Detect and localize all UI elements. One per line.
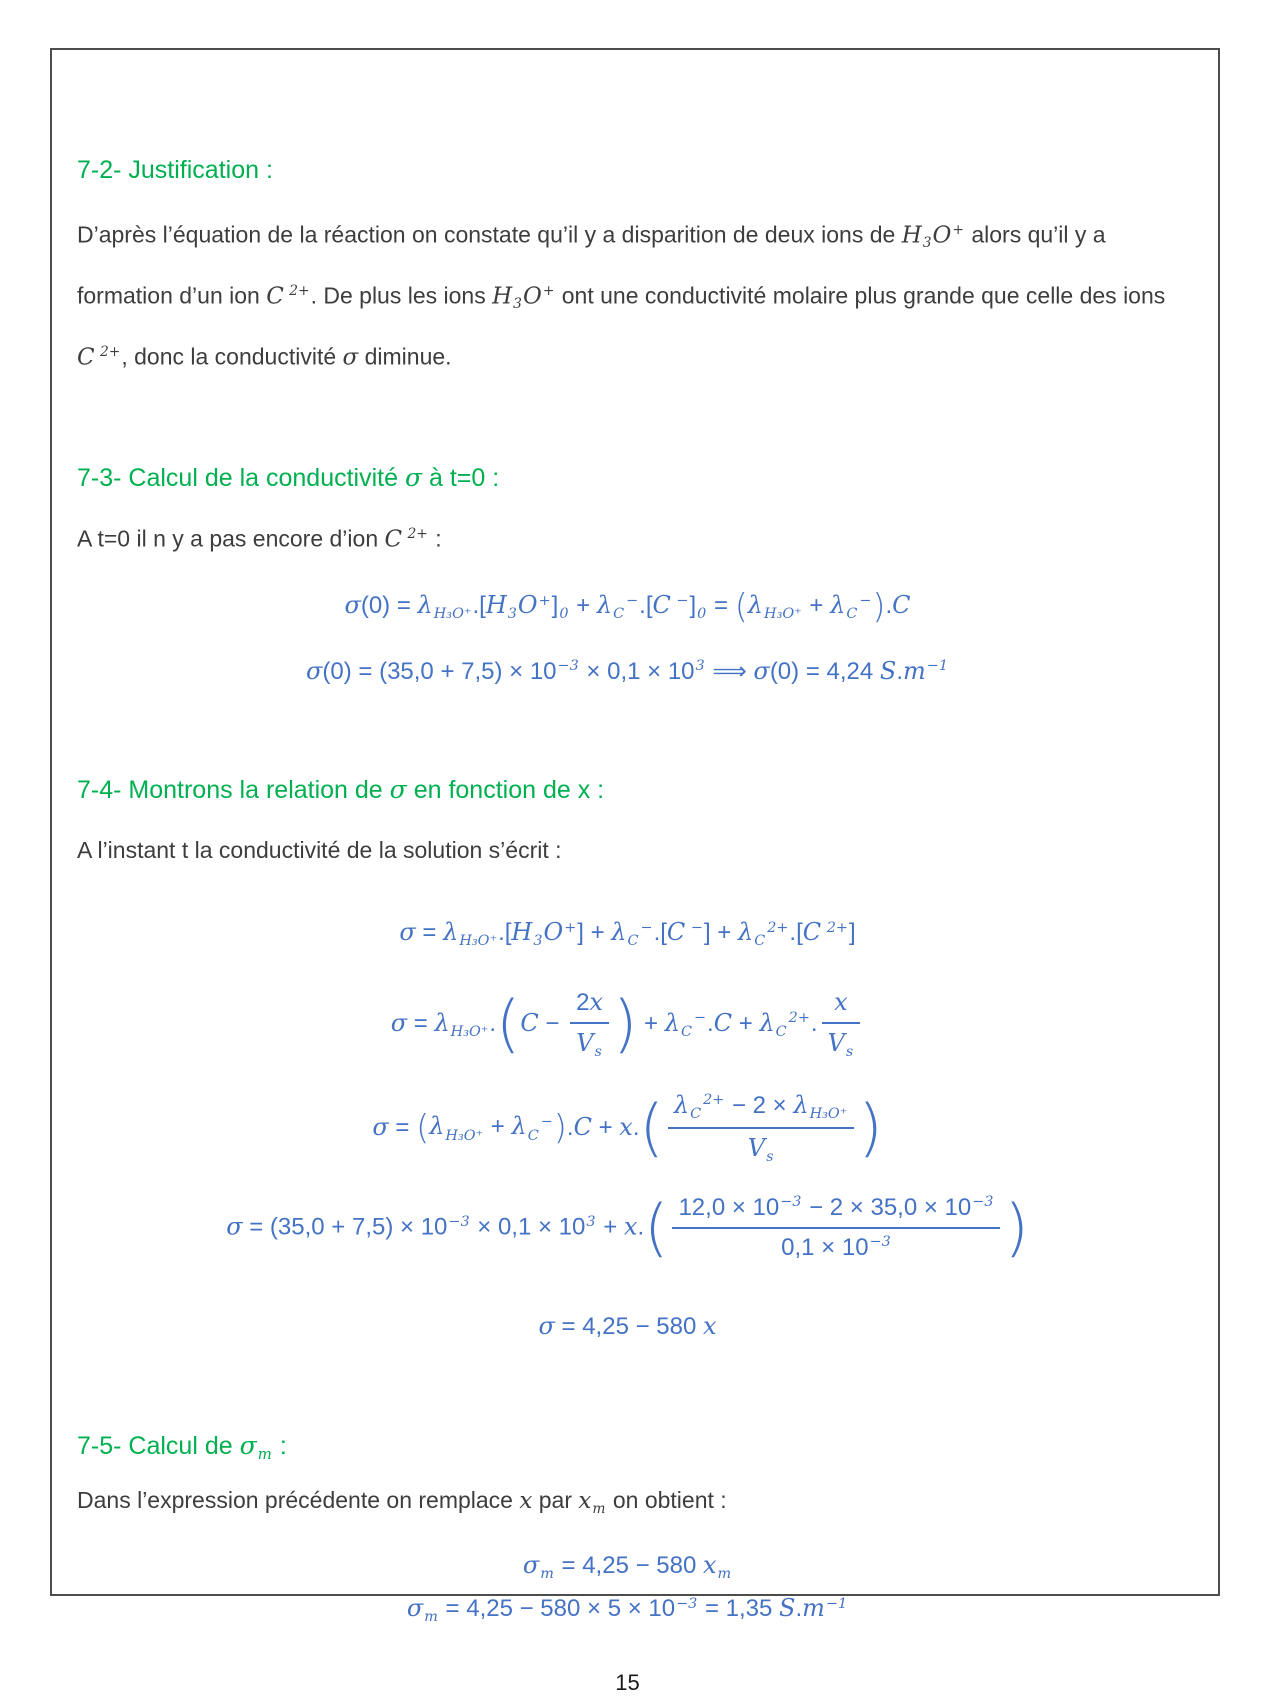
section-heading-7-2: 7-2- Justification : — [77, 156, 273, 184]
equation-sigma-sum-ions: $\sigma = \lambda_{H_3O^+}.[H_3O^+] + \lambda_C^-.[C$ $^-] + \lambda_C^{2+}.[C$ $^{2+}$] — [399, 918, 856, 950]
equation-sigma0-symbolic: $\sigma(0) = \lambda_{H_3O^+}.[H_3O^+]_0 + \lambda_C^-.[C$ $^-]_0$ = ( $\lambda_{H_3O^+} + \lambda_C^-$ ) .C — [344, 587, 911, 627]
equation-sigma0-numeric: $\sigma(0) = (35,0 + 7,5) \times 10^{-3} \times 0,1 \times 10^3$ ⟹ σ(0) = 4,24 $S.m^{-1}$ — [306, 656, 948, 685]
equation-sigma-with-fractions: $\sigma = \lambda_{H_3O^+}$. ( C − $\frac{2x}{V_s}$ ) + $\lambda_C^-.C + \lambda_C^{2+}$. $\frac{x}{V_s}$ — [77, 986, 1178, 1063]
equation-sigma-m-numeric: $\sigma_m = 4,25 - 580 \times 5 \times 10^{-3} = 1,35$ $S.m^{-1}$ — [406, 1594, 848, 1626]
section-heading-7-4: 7-4- Montrons la relation de σ en fonction de x : — [77, 775, 605, 805]
fraction: $\frac{\lambda_C^{2+} - 2 \times \lambda_{H_3O^+}}{V_s}$ — [668, 1089, 854, 1168]
paragraph-justification: D’après l’équation de la réaction on constate qu’il y a disparition de deux ions de $H_3O^+$ alors qu’il y a formation d’un ion C $^{2+}$. De plus les ions $H_3O^+$ ont une conductivité molaire plus grande que celle des ions C $^{2+}$, donc la conductivité σ diminue. — [77, 221, 1166, 371]
paragraph-remplace-xm: Dans l’expression précédente on remplace x par $x_m$ on obtient : — [77, 1486, 727, 1517]
document-frame — [50, 48, 1220, 1695]
equation-sigma-linear-x: σ = 4,25 − 580 x — [538, 1312, 717, 1341]
page-number: 15 — [615, 1669, 640, 1695]
section-heading-7-5: 7-5- Calcul de $\sigma_m$ : — [77, 1430, 287, 1464]
paren-group: ( $\lambda_{H_3O^+} + \lambda_C^-$ ) — [416, 1108, 567, 1148]
paragraph-instant-t: A l’instant t la conductivité de la solution s’écrit : — [77, 837, 562, 864]
paren-group: ( $\frac{12,0 \times 10^{-3} - 2 \times 35,0 \times 10^{-3}}{0,1 \times 10^{-3}}$ ) — [644, 1190, 1029, 1264]
fraction: $\frac{2x}{V_s}$ — [570, 986, 609, 1063]
paren-group: ( $\lambda_{H_3O^+} + \lambda_C^-$ ) — [734, 587, 886, 627]
equation-sigma-m-symbolic: $\sigma_m = 4,25 - 580$ $x_m$ — [522, 1550, 732, 1582]
paragraph-t0-intro: A t=0 il n y a pas encore d’ion C $^{2+}$ : — [77, 525, 442, 553]
fraction: $\frac{x}{V_s}$ — [822, 986, 861, 1063]
paren-group: ( C − $\frac{2x}{V_s}$ ) — [496, 986, 637, 1063]
section-heading-7-3: 7-3- Calcul de la conductivité σ à t=0 : — [77, 462, 500, 492]
equation-sigma-factored: σ = ( $\lambda_{H_3O^+} + \lambda_C^-$ ) .C + x. ( $\frac{\lambda_C^{2+} - 2 \times \lambda_{H_3O^+}}{V_s}$ ) — [77, 1089, 1178, 1168]
fraction: $\frac{12,0 \times 10^{-3} - 2 \times 35,0 \times 10^{-3}}{0,1 \times 10^{-3}}$ — [672, 1192, 1000, 1265]
equation-sigma-numeric-fraction: $\sigma = (35,0 + 7,5) \times 10^{-3} \times 0,1 \times 10^3 + x$. ( $\frac{12,0 \times 10^{-3} - 2 \times 35,0 \times 10^{-3}}{0,1 \times 10^{-3}}$ ) — [226, 1190, 1029, 1264]
paren-group: ( $\frac{\lambda_C^{2+} - 2 \times \lambda_{H_3O^+}}{V_s}$ ) — [640, 1089, 883, 1168]
